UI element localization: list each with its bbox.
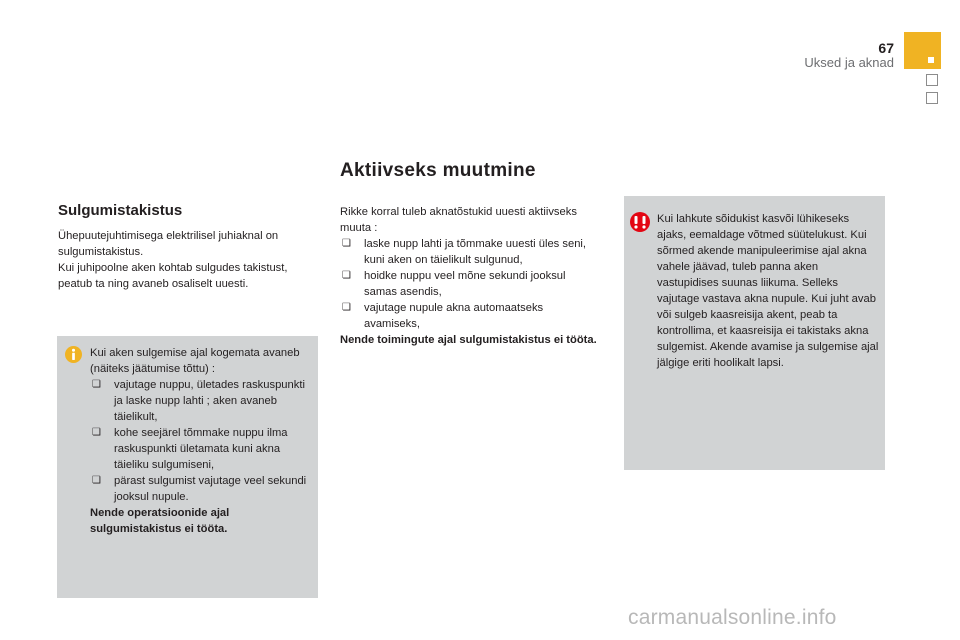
bullet-icon: ❏ [342, 270, 351, 281]
warning-box-text [657, 211, 879, 371]
warning-text: Kui lahkute sõidukist kasvõi lühikeseks ajaks, eemaldage võtmed süütelukust. Kui sõrmed akende manipuleerimise ajal akna vahele jäävad, tuleb panna aken vastupidises suunas liikuma. Selleks vajutage vastava akna nupule. Kui juht avab või sulgeb kaasreisija akent, peab ta kontrollima, et kaasreisija ei takistaks akna sulgemist. Akende avamise ja sulgemise ajal jälgige eriti hoolikalt lapsi. [657, 213, 879, 369]
main-note: Nende toimingute ajal sulgumistakistus ei tööta. [340, 334, 597, 346]
section-title: Uksed ja aknad [804, 55, 894, 70]
nav-square-icon [926, 92, 938, 104]
page-number: 67 [878, 40, 894, 56]
list-item: ❏ pärast sulgumist vajutage veel sekundi jooksul nupule. [92, 475, 307, 503]
sidebar-text [58, 228, 318, 292]
main-text [340, 204, 600, 348]
info-box-intro: Kui aken sulgemise ajal kogemata avaneb (näiteks jäätumise tõttu) : [90, 347, 300, 375]
list-item: ❏ vajutage nupule akna automaatseks avamiseks, [342, 302, 544, 330]
sidebar-heading: Sulgumistakistus [58, 202, 183, 219]
bullet-icon: ❏ [92, 427, 101, 438]
list-item: ❏ vajutage nuppu, ületades raskuspunkti ja laske nupp lahti ; aken avaneb täielikult, [92, 379, 305, 423]
list-item: ❏ laske nupp lahti ja tõmmake uuesti üles seni, kuni aken on täielikult sulgunud, [342, 238, 587, 266]
info-box-text [90, 345, 310, 537]
nav-square-icon [926, 74, 938, 86]
list-item: ❏ kohe seejärel tõmmake nuppu ilma raskuspunkti ületamata kuni akna täieliku sulgumiseni, [92, 427, 288, 471]
sidebar-text-2: Kui juhipoolne aken kohtab sulgudes takistust, peatub ta ning avaneb osaliselt uuesti. [58, 262, 288, 290]
info-box-steps [90, 377, 310, 505]
section-tab [904, 32, 941, 69]
bullet-icon: ❏ [92, 379, 101, 390]
tab-marker-icon [928, 57, 934, 63]
warning-box [624, 196, 885, 470]
warning-icon [630, 212, 650, 232]
watermark: carmanualsonline.info [628, 606, 837, 629]
main-heading: Aktiivseks muutmine [340, 160, 536, 181]
list-item: ❏ hoidke nuppu veel mõne sekundi jooksul samas asendis, [342, 270, 566, 298]
main-intro: Rikke korral tuleb aknatõstukid uuesti aktiivseks muuta : [340, 206, 577, 234]
info-box-note: Nende operatsioonide ajal sulgumistakistus ei tööta. [90, 507, 230, 535]
info-icon [65, 346, 82, 363]
info-box [57, 336, 318, 598]
bullet-icon: ❏ [342, 238, 351, 249]
bullet-icon: ❏ [92, 475, 101, 486]
main-steps [340, 236, 600, 332]
sidebar-text-1: Ühepuutejuhtimisega elektrilisel juhiaknal on sulgumistakistus. [58, 230, 279, 258]
bullet-icon: ❏ [342, 302, 351, 313]
